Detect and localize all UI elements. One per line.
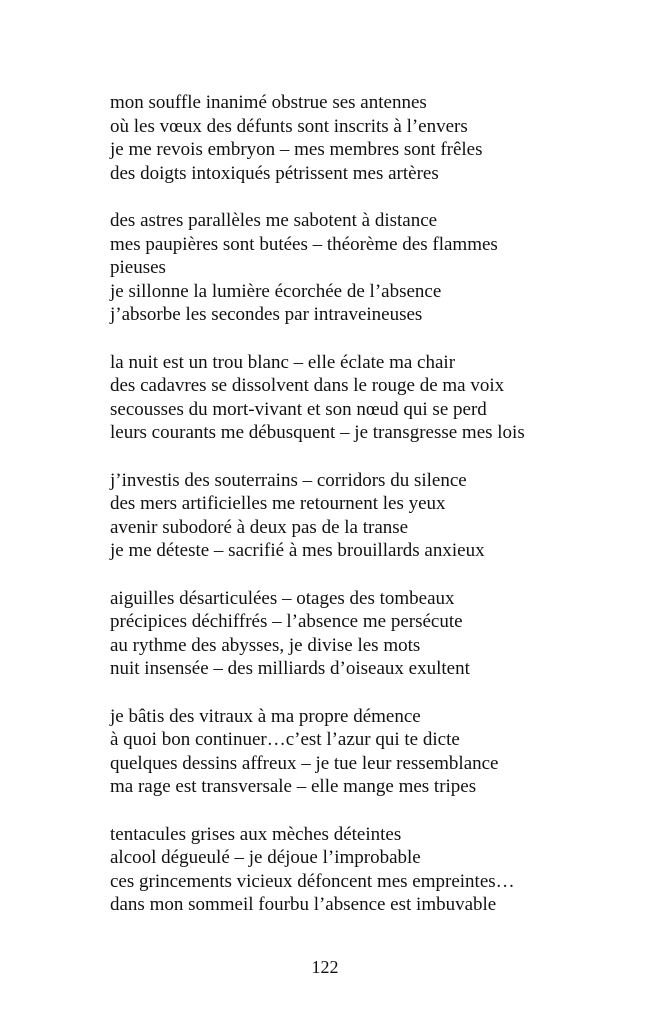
poem-line: tentacules grises aux mèches déteintes xyxy=(110,823,402,845)
poem-line: à quoi bon continuer…c’est l’azur qui te dicte xyxy=(110,729,460,750)
poem-line: alcool dégueulé – je déjoue l’improbable xyxy=(110,847,421,868)
poem-line: je bâtis des vitraux à ma propre démence xyxy=(110,705,421,727)
poem-line: ma rage est transversale – elle mange mes tripes xyxy=(110,776,477,797)
poem-line: la nuit est un trou blanc – elle éclate ma chair xyxy=(110,351,456,373)
poem-line: je me déteste – sacrifié à mes brouillards anxieux xyxy=(110,540,485,561)
poem-line: des mers artificielles me retournent les yeux xyxy=(110,493,446,514)
stanza-5 xyxy=(110,587,630,681)
poem-line: précipices déchiffrés – l’absence me persécute xyxy=(110,611,463,632)
poem-line: ces grincements vicieux défoncent mes empreintes… xyxy=(110,870,515,892)
poem-line: aiguilles désarticulées – otages des tombeaux xyxy=(110,587,455,609)
poem-line: secousses du mort-vivant et son nœud qui se perd xyxy=(110,398,487,420)
stanza-7 xyxy=(110,823,630,917)
stanza-1 xyxy=(110,91,630,185)
poem-line: je me revois embryon – mes membres sont frêles xyxy=(110,139,483,160)
poem-line: dans mon sommeil fourbu l’absence est imbuvable xyxy=(110,894,497,915)
poem-line: mes paupières sont butées – théorème des flammes xyxy=(110,233,498,255)
poem-line: j’absorbe les secondes par intraveineuses xyxy=(110,304,423,325)
stanza-3 xyxy=(110,351,630,445)
poem-line: des astres parallèles me sabotent à distance xyxy=(110,210,438,231)
stanza-2 xyxy=(110,209,630,327)
poem-line: au rythme des abysses, je divise les mots xyxy=(110,634,421,656)
poem-line: des doigts intoxiqués pétrissent mes artères xyxy=(110,162,439,184)
poem-body xyxy=(110,91,630,941)
poem-line: quelques dessins affreux – je tue leur ressemblance xyxy=(110,752,499,774)
poem-line: je sillonne la lumière écorchée de l’absence xyxy=(110,280,442,302)
poem-line: où les vœux des défunts sont inscrits à l’envers xyxy=(110,115,468,137)
poem-line: leurs courants me débusquent – je transgresse mes lois xyxy=(110,422,525,443)
poem-line: avenir subodoré à deux pas de la transe xyxy=(110,516,409,538)
poem-line: mon souffle inanimé obstrue ses antennes xyxy=(110,92,427,113)
stanza-4 xyxy=(110,469,630,563)
stanza-6 xyxy=(110,705,630,799)
poem-line: pieuses xyxy=(110,257,166,278)
poem-line: des cadavres se dissolvent dans le rouge de ma voix xyxy=(110,375,505,396)
poem-line: nuit insensée – des milliards d’oiseaux exultent xyxy=(110,658,470,679)
poem-line: j’investis des souterrains – corridors du silence xyxy=(110,469,467,491)
page-number: 122 xyxy=(311,957,339,977)
